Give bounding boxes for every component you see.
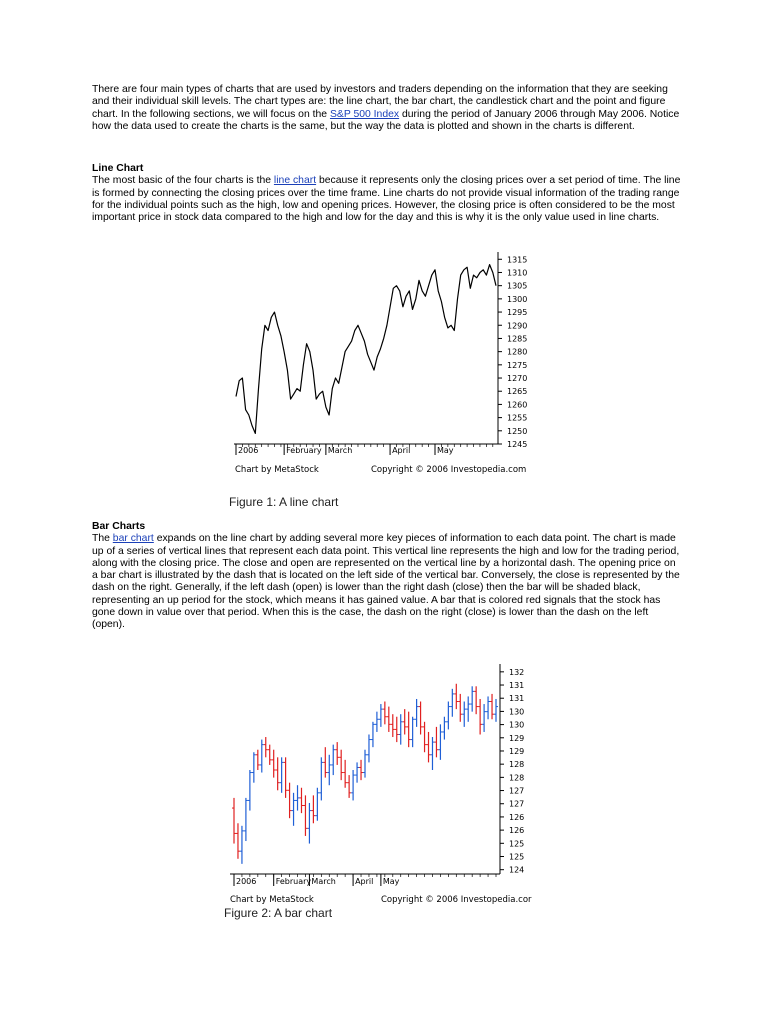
ohlc-bar-down xyxy=(311,795,315,823)
figure1-line-chart xyxy=(228,250,538,480)
y-tick-label: 125 xyxy=(509,839,525,849)
ohlc-bar-up xyxy=(252,752,256,782)
y-tick-label: 1265 xyxy=(507,387,528,397)
y-tick-label: 1270 xyxy=(507,374,528,384)
ohlc-bar-down xyxy=(458,694,462,722)
sp500-index-link[interactable]: S&P 500 Index xyxy=(329,108,400,120)
y-tick-label: 1275 xyxy=(507,360,528,370)
y-tick-label: 130 xyxy=(509,720,525,730)
ohlc-bar-up xyxy=(446,702,450,730)
y-tick-label: 128 xyxy=(509,773,525,783)
y-tick-label: 127 xyxy=(509,799,525,809)
line-chart-credit-right: Copyright © 2006 Investopedia.com xyxy=(371,465,527,475)
x-tick-label: May xyxy=(382,877,400,886)
line-chart-plot-area xyxy=(236,265,496,434)
ohlc-bar-down xyxy=(288,783,292,819)
y-tick-label: 1280 xyxy=(507,347,528,357)
y-tick-label: 131 xyxy=(509,694,525,704)
ohlc-bar-up xyxy=(363,750,367,778)
y-tick-label: 1260 xyxy=(507,400,528,410)
intro-paragraph xyxy=(92,84,682,133)
line-chart-link[interactable]: line chart xyxy=(273,175,317,187)
ohlc-bar-down xyxy=(391,714,395,737)
ohlc-bar-down xyxy=(268,745,272,765)
y-tick-label: 124 xyxy=(509,865,525,875)
ohlc-bar-down xyxy=(407,712,411,748)
ohlc-bar-down xyxy=(303,795,307,836)
ohlc-bar-up xyxy=(327,755,331,785)
bar-chart-price-axis xyxy=(500,668,524,875)
x-tick-label: March xyxy=(311,877,336,886)
line-chart-date-axis xyxy=(236,444,493,455)
bar-chart-svg xyxy=(224,662,544,907)
ohlc-bar-down xyxy=(272,750,276,778)
intro-text-1: There are four main types of charts that are used by investors and traders depending on the information that they are seeking and their individual skill levels. The chart types are: the line chart, the bar chart, the candlestick chart and the point and figure chart. In the following sections, we will focus on the xyxy=(92,84,668,120)
ohlc-bar-up xyxy=(351,770,355,800)
ohlc-bar-down xyxy=(395,717,399,742)
x-tick-label: February xyxy=(275,877,312,886)
ohlc-bar-up xyxy=(260,740,264,773)
ohlc-bar-down xyxy=(474,686,478,714)
y-tick-label: 1315 xyxy=(507,255,528,265)
ohlc-bar-down xyxy=(434,727,438,757)
x-tick-label: 2006 xyxy=(236,877,257,886)
line-chart-svg xyxy=(228,250,538,480)
y-tick-label: 126 xyxy=(509,826,525,836)
ohlc-bar-up xyxy=(240,826,244,864)
ohlc-bar-up xyxy=(248,770,252,811)
y-tick-label: 1255 xyxy=(507,413,528,423)
bar-chart-heading: Bar Charts xyxy=(92,521,146,532)
ohlc-bar-up xyxy=(494,699,498,722)
y-tick-label: 127 xyxy=(509,786,525,796)
line-chart-credit-left: Chart by MetaStock xyxy=(235,465,319,475)
ohlc-bar-down xyxy=(423,722,427,752)
bar-chart-credit-right: Copyright © 2006 Investopedia.cor xyxy=(381,895,532,905)
x-tick-label: April xyxy=(355,877,374,886)
ohlc-bar-up xyxy=(371,722,375,747)
y-tick-label: 1285 xyxy=(507,334,528,344)
y-tick-label: 132 xyxy=(509,667,525,677)
ohlc-bar-up xyxy=(244,798,248,841)
ohlc-bar-up xyxy=(292,793,296,826)
ohlc-bar-down xyxy=(419,702,423,735)
y-tick-label: 129 xyxy=(509,733,525,743)
ohlc-bar-down xyxy=(335,742,339,765)
ohlc-bar-up xyxy=(331,745,335,775)
ohlc-bar-up xyxy=(470,686,474,711)
ohlc-bar-down xyxy=(232,798,236,844)
y-tick-label: 1295 xyxy=(507,308,528,318)
ohlc-bar-down xyxy=(383,702,387,725)
ohlc-bar-up xyxy=(296,785,300,810)
ohlc-bar-up xyxy=(319,757,323,800)
ohlc-bar-up xyxy=(442,717,446,740)
bar-chart-date-axis xyxy=(234,874,496,886)
y-tick-label: 129 xyxy=(509,746,525,756)
line-chart-price-axis xyxy=(498,255,527,449)
ohlc-bar-up xyxy=(399,714,403,744)
bar-text-1: The xyxy=(92,533,113,545)
ohlc-bar-down xyxy=(284,757,288,798)
ohlc-bar-up xyxy=(482,704,486,732)
bar-chart-link[interactable]: bar chart xyxy=(112,533,154,545)
intro-text-2: during the period of January 2006 through May 2006. Notice how the data used to create the charts is the same, but the way the data is plotted and shown in the charts is different. xyxy=(92,108,680,132)
close-price-line xyxy=(236,265,496,434)
x-tick-label: 2006 xyxy=(238,446,259,455)
ohlc-bar-up xyxy=(438,724,442,760)
x-tick-label: April xyxy=(392,446,411,455)
ohlc-bar-up xyxy=(315,788,319,821)
ohlc-bar-down xyxy=(427,732,431,762)
y-tick-label: 131 xyxy=(509,681,525,691)
y-tick-label: 1300 xyxy=(507,294,528,304)
ohlc-bar-down xyxy=(454,684,458,709)
ohlc-bar-down xyxy=(387,707,391,732)
figure2-caption: Figure 2: A bar chart xyxy=(224,906,333,920)
ohlc-bar-down xyxy=(256,750,260,770)
ohlc-bar-up xyxy=(486,696,490,719)
ohlc-bar-up xyxy=(466,696,470,721)
ohlc-bar-down xyxy=(339,750,343,780)
ohlc-bar-down xyxy=(490,694,494,719)
ohlc-bar-down xyxy=(236,823,240,859)
ohlc-bar-down xyxy=(359,760,363,780)
y-tick-label: 1305 xyxy=(507,281,528,291)
ohlc-bar-up xyxy=(411,717,415,747)
x-tick-label: March xyxy=(327,446,353,455)
x-tick-label: May xyxy=(437,446,454,455)
ohlc-bar-up xyxy=(355,762,359,782)
ohlc-bar-up xyxy=(415,699,419,727)
bar-chart-plot-area xyxy=(232,684,498,864)
y-tick-label: 125 xyxy=(509,852,525,862)
ohlc-bar-down xyxy=(299,788,303,813)
y-tick-label: 1290 xyxy=(507,321,528,331)
y-tick-label: 1245 xyxy=(507,440,528,449)
figure1-caption: Figure 1: A line chart xyxy=(229,495,339,509)
ohlc-bar-down xyxy=(276,757,280,790)
line-chart-heading: Line Chart xyxy=(92,163,144,174)
ohlc-bar-down xyxy=(347,775,351,798)
x-tick-label: February xyxy=(286,446,322,455)
ohlc-bar-up xyxy=(280,757,284,793)
line-text-1: The most basic of the four charts is the xyxy=(92,175,274,187)
bar-chart-section xyxy=(92,521,682,632)
ohlc-bar-up xyxy=(307,803,311,844)
y-tick-label: 126 xyxy=(509,812,525,822)
ohlc-bar-up xyxy=(430,737,434,770)
figure2-bar-chart xyxy=(224,662,544,907)
line-chart-section xyxy=(92,163,682,224)
ohlc-bar-up xyxy=(367,734,371,762)
ohlc-bar-down xyxy=(478,699,482,735)
bar-chart-credit-left: Chart by MetaStock xyxy=(230,895,314,905)
ohlc-bar-up xyxy=(379,704,383,727)
y-tick-label: 130 xyxy=(509,707,525,717)
y-tick-label: 1310 xyxy=(507,268,528,278)
bar-text-2: expands on the line chart by adding several more key pieces of information to each data point. The chart is made up of a series of vertical lines that represent each data point. This vertical line represents the high and low for the trading period, along with the closing price. The close and open are represented on the vertical line by a horizontal dash. The opening price on a bar chart is illustrated by the dash that is located on the left side of the vertical bar. Conversely, the close is represented by the dash on the right. Generally, if the left dash (open) is lower than the right dash (close) then the bar will be shaded black, representing an up period for the stock, which means it has gained value. A bar that is colored red signals that the stock has gone down in value over that period. When this is the case, the dash on the right (close) is lower than the dash on the left (open). xyxy=(92,533,680,631)
ohlc-bar-down xyxy=(403,709,407,734)
y-tick-label: 128 xyxy=(509,760,525,770)
ohlc-bar-down xyxy=(264,737,268,757)
ohlc-bar-up xyxy=(375,712,379,732)
ohlc-bar-up xyxy=(462,702,466,727)
y-tick-label: 1250 xyxy=(507,426,528,436)
ohlc-bar-up xyxy=(450,689,454,717)
ohlc-bar-down xyxy=(343,760,347,788)
line-text-2: because it represents only the closing prices over a set period of time. The line is formed by connecting the closing prices over the time frame. Line charts do not provide visual information of the trading range for the individual points such as the high, low and opening prices. However, the closing price is often considered to be the most important price in stock data compared to the high and low for the day and this is why it is the only value used in line charts. xyxy=(92,175,681,224)
ohlc-bar-down xyxy=(323,747,327,777)
